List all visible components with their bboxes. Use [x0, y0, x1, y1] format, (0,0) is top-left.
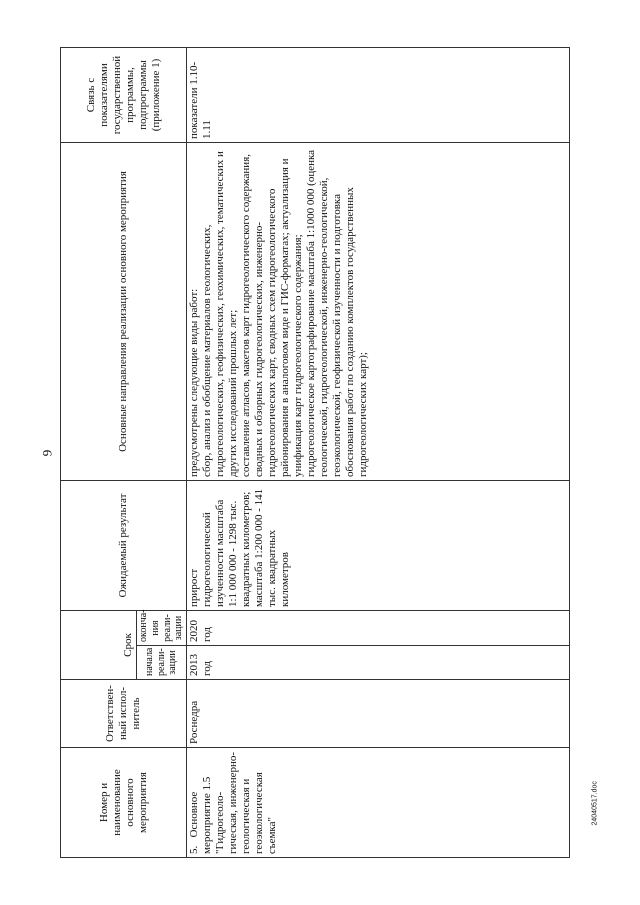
header-responsible: Ответствен-ный испол-нитель [61, 680, 187, 748]
cell-number-name [187, 748, 570, 858]
rotated-table-container [60, 48, 555, 858]
header-result: Ожидаемый результат [61, 481, 187, 611]
cell-result: прирост гидрогеологической изученности масштаба 1:1 000 000 - 1298 тыс. квадратных километров; масштаба 1:200 000 - 141 тыс. квадратных километров [187, 481, 570, 611]
cell-directions [187, 143, 570, 481]
row-number: 5. [188, 845, 201, 854]
header-term-end: оконча-ния реали-зации [137, 611, 187, 646]
header-number-name: Номер и наименование основного мероприятия [61, 748, 187, 858]
directions-line: составление атласов, макетов карт гидрогеологического содержания, сводных и обзорных гидрогеологических, инженерно-гидрогеологических карт, сводных схем гидрогеологического районирования в аналоговом виде и ГИС-форматах; актуализация и унификация карт гидрогеологического содержания; [240, 153, 304, 477]
directions-line: сбор, анализ и обобщение материалов геологических, гидрогеологических, геофизических, геохимических, тематических и других исследований прошлых лет; [201, 151, 240, 477]
directions-line: предусмотрены следующие виды работ: [188, 288, 201, 477]
header-link: Связь с показателями государственной программы, подпрограммы (приложение 1) [61, 48, 187, 143]
header-directions: Основные направления реализации основного мероприятия [61, 143, 187, 481]
directions-line: гидрогеологическое картографирование масштаба 1:1000 000 (оценка геологической, гидрогеологической, инженерно-геологической, геоэкологической, геофизической изученности и подготовка обоснования работ по созданию комплектов государственных гидрогеологических карт); [304, 149, 369, 477]
cell-link: показатели 1.10-1.11 [187, 48, 570, 143]
table-row [187, 48, 570, 858]
header-term-start: начала реали-зации [137, 646, 187, 680]
page-number: 9 [39, 449, 55, 457]
cell-start: 2013 год [187, 646, 570, 680]
cell-end: 2020 год [187, 611, 570, 646]
program-measures-table [60, 47, 570, 858]
cell-responsible: Роснедра [187, 680, 570, 748]
row-name: Основное мероприятие 1.5 "Гидрогеоло-гическая, инженерно-геологическая и геоэкологическая съемка" [188, 751, 278, 854]
header-term: Срок [61, 611, 137, 680]
